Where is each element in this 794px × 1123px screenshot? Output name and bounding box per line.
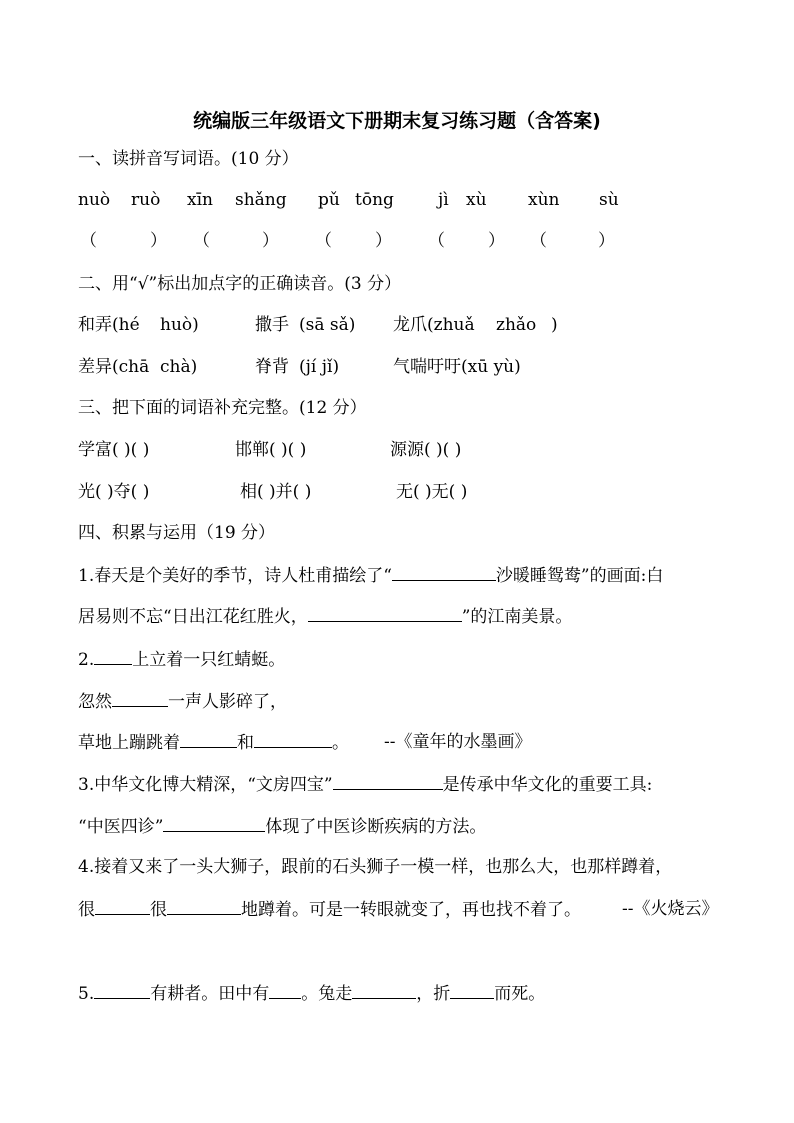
answer-blank[interactable] <box>94 982 150 999</box>
question-text: ”的江南美景。 <box>461 607 573 627</box>
pinyin-syllable: xùn <box>528 190 560 210</box>
question-text: 很 <box>78 900 95 920</box>
section-4-heading: 四、积累与运用（19 分） <box>78 523 276 543</box>
idiom-item: 邯郸( )( ) <box>235 440 307 460</box>
idiom-item: 相( )并( ) <box>240 482 312 502</box>
question-text: 有耕者。田中有 <box>150 984 270 1004</box>
answer-blank[interactable] <box>450 982 494 999</box>
bracket-open: （ <box>530 231 547 251</box>
question-text: 一声人影碎了， <box>168 692 287 712</box>
reading-item-option: chà) <box>160 357 198 377</box>
question-2-line-2 <box>78 690 287 713</box>
bracket-open: （ <box>80 231 97 251</box>
idiom-item: 学富( )( ) <box>78 440 150 460</box>
pinyin-syllable: pǔ <box>318 190 340 210</box>
question-text: 地蹲着。可是一转眼就变了，再也找不着了。 <box>241 900 581 920</box>
question-4-line-2 <box>78 898 581 921</box>
reading-item-close: ) <box>551 315 558 335</box>
answer-blank[interactable] <box>163 815 265 832</box>
page-title: 统编版三年级语文下册期末复习练习题（含答案) <box>193 110 601 132</box>
question-text: 很 <box>150 900 167 920</box>
reading-item-word: 龙爪(zhuǎ <box>393 315 475 335</box>
question-text: 。 <box>332 733 349 753</box>
question-text: ，折 <box>416 984 451 1004</box>
answer-blank[interactable] <box>112 690 168 707</box>
answer-blank[interactable] <box>333 773 443 790</box>
question-1-line-1 <box>78 564 663 587</box>
bracket-close: ） <box>375 231 392 251</box>
reading-item-option: huò) <box>160 315 199 335</box>
question-5-line <box>78 982 545 1005</box>
reading-item-word: 气喘吁吁(xū yù) <box>393 357 521 377</box>
pinyin-syllable: sù <box>599 190 619 210</box>
question-text: 上立着一只红蜻蜓。 <box>132 650 286 670</box>
pinyin-syllable: jì <box>438 190 449 210</box>
reading-item-word: 差异(chā <box>78 357 150 377</box>
question-text: 。兔走 <box>301 984 353 1004</box>
question-1-line-2 <box>78 605 572 628</box>
answer-blank[interactable] <box>167 898 241 915</box>
reading-item-option: (jí jǐ) <box>299 357 340 377</box>
answer-blank[interactable] <box>180 731 237 748</box>
bracket-open: （ <box>315 231 332 251</box>
question-4-line-1: 4.接着又来了一头大狮子，跟前的石头狮子一模一样，也那么大，也那样蹲着， <box>78 857 673 877</box>
question-text: 忽然 <box>78 692 112 712</box>
answer-blank[interactable] <box>94 648 132 665</box>
answer-blank[interactable] <box>352 982 416 999</box>
question-text: 而死。 <box>494 984 546 1004</box>
source-citation: --《火烧云》 <box>622 899 719 919</box>
idiom-item: 源源( )( ) <box>390 440 462 460</box>
idiom-item: 无( )无( ) <box>396 482 468 502</box>
pinyin-syllable: ruò <box>131 190 161 210</box>
bracket-open: （ <box>428 231 445 251</box>
bracket-open: （ <box>193 231 210 251</box>
pinyin-syllable: shǎng <box>235 190 287 210</box>
question-2-line-3 <box>78 731 349 754</box>
question-text: 居易则不忘“日出江花红胜火， <box>78 607 308 627</box>
answer-blank[interactable] <box>392 564 496 581</box>
question-text: “中医四诊” <box>78 817 164 837</box>
reading-item-option: zhǎo <box>496 315 537 335</box>
question-text: 3.中华文化博大精深，“文房四宝” <box>78 775 333 795</box>
bracket-close: ） <box>488 231 505 251</box>
pinyin-syllable: tōng <box>355 190 394 210</box>
answer-blank[interactable] <box>254 731 332 748</box>
reading-item-word: 撒手 <box>255 315 289 335</box>
question-text: 5. <box>78 984 95 1004</box>
section-1-heading: 一、读拼音写词语。(10 分） <box>78 149 299 169</box>
pinyin-syllable: xù <box>466 190 487 210</box>
question-text: 体现了中医诊断疾病的方法。 <box>265 817 487 837</box>
question-2-line-1 <box>78 648 285 671</box>
question-text: 沙暖睡鸳鸯”的画面:白 <box>495 566 664 586</box>
answer-blank[interactable] <box>95 898 150 915</box>
reading-item-word: 脊背 <box>255 357 289 377</box>
idiom-item: 光( )夺( ) <box>78 482 150 502</box>
bracket-close: ） <box>598 231 615 251</box>
answer-blank[interactable] <box>308 605 462 622</box>
bracket-close: ） <box>262 231 279 251</box>
question-text: 和 <box>237 733 254 753</box>
reading-item-word: 和弄(hé <box>78 315 140 335</box>
section-2-heading: 二、用“√”标出加点字的正确读音。(3 分） <box>78 274 402 294</box>
source-citation: --《童年的水墨画》 <box>384 732 532 752</box>
question-text: 草地上蹦跳着 <box>78 733 180 753</box>
pinyin-syllable: nuò <box>78 190 111 210</box>
reading-item-option: (sā sǎ) <box>299 315 356 335</box>
question-3-line-2 <box>78 815 486 838</box>
bracket-close: ） <box>150 231 167 251</box>
question-text: 2. <box>78 650 95 670</box>
question-text: 是传承中华文化的重要工具: <box>442 775 653 795</box>
question-text: 1.春天是个美好的季节，诗人杜甫描绘了“ <box>78 566 392 586</box>
section-3-heading: 三、把下面的词语补充完整。(12 分） <box>78 398 367 418</box>
question-3-line-1 <box>78 773 652 796</box>
pinyin-syllable: xīn <box>187 190 213 210</box>
answer-blank[interactable] <box>269 982 301 999</box>
